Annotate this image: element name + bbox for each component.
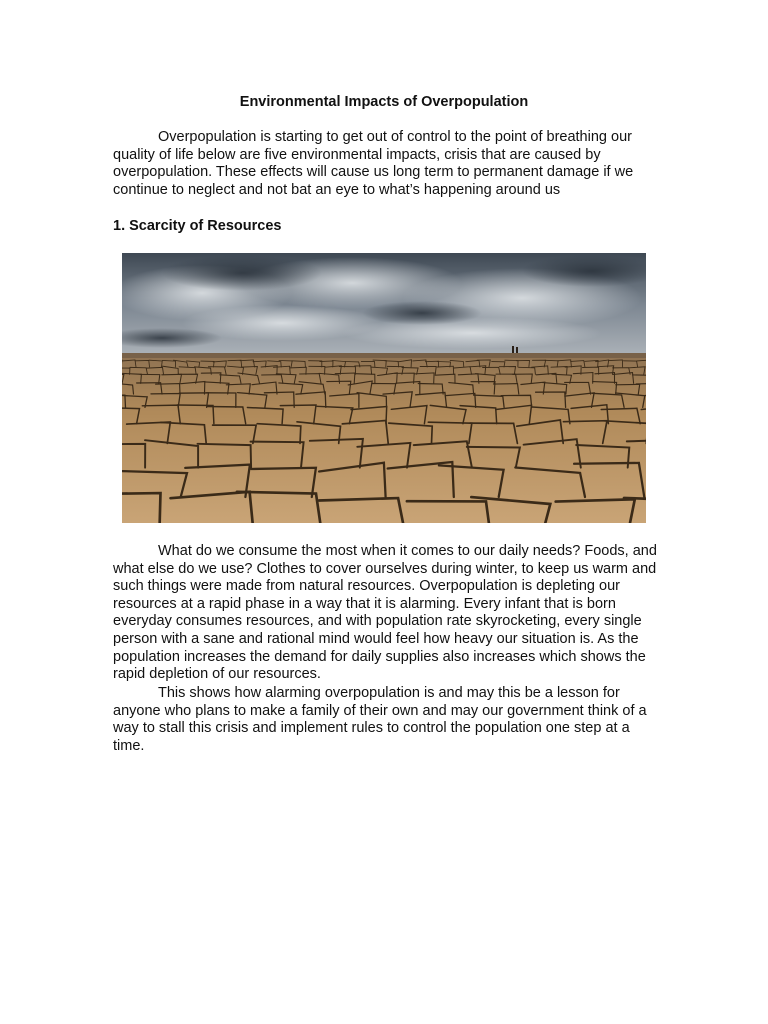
- document-title: Environmental Impacts of Overpopulation: [239, 94, 529, 110]
- body-paragraph: What do we consume the most when it comes to our daily needs? Foods, and what else do we use? Clothes to cover ourselves during winter, to keep us warm and such things were made from natural resources. Overpopulation is depleting our resources at a rapid phase in a way that it is alarming. Every infant that is born everyday consumes resources, and with population rate skyrocketing, every single person with a sane and rational mind would feel how heavy our situation is. As the population increases the demand for daily supplies also increases which shows the rapid depletion of our resources.: [113, 543, 657, 683]
- intro-paragraph: Overpopulation is starting to get out of control to the point of breathing our quality of life below are five environmental impacts, crisis that are caused by overpopulation. These effects will cause us long term to permanent damage if we continue to neglect and not bat an eye to what’s happening around us: [113, 129, 634, 198]
- body-paragraph: This shows how alarming overpopulation is and may this be a lesson for anyone who plans to make a family of their own and may our government think of a way to stall this crisis and implement rules to control the population one step at a time.: [113, 685, 647, 754]
- cracked-earth-photo: [122, 253, 646, 523]
- section-heading-scarcity: 1. Scarcity of Resources: [113, 218, 282, 234]
